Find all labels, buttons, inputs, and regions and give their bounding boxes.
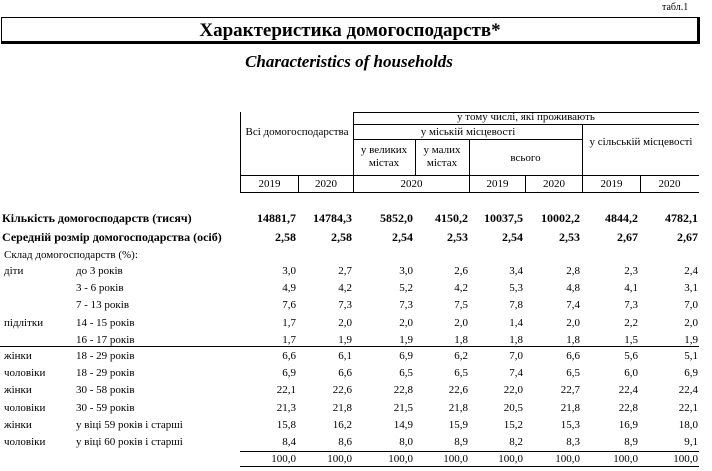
table-cell: 14,9	[393, 419, 413, 431]
table-cell: 5,2	[399, 282, 413, 294]
table-cell: 100,0	[555, 453, 580, 465]
header-all-households: Всі домогосподарства	[245, 126, 349, 138]
table-cell: 2,4	[684, 265, 698, 277]
page-subtitle: Characteristics of households	[245, 52, 453, 71]
table-cell: 1,9	[338, 334, 352, 346]
table-cell: 6,1	[338, 350, 352, 362]
table-cell: 21,3	[276, 402, 296, 414]
table-cell: 8,6	[338, 436, 352, 448]
header-large-cities: у великих містах	[360, 144, 408, 169]
table-cell: 22,6	[448, 384, 468, 396]
table-cell: 4,2	[338, 282, 352, 294]
table-cell: 100,0	[673, 453, 698, 465]
table-cell: 100,0	[498, 453, 523, 465]
table-cell: 6,2	[454, 350, 468, 362]
table-cell: 2,6	[454, 265, 468, 277]
table-cell: 4782,1	[665, 211, 698, 225]
table-cell: 6,9	[684, 367, 698, 379]
table-cell: 8,0	[399, 436, 413, 448]
header-urban: у міській місцевості	[420, 126, 516, 138]
table-cell: 7,4	[566, 299, 580, 311]
row-label: Середній розмір домогосподарства (осіб)	[2, 230, 222, 244]
table-cell: 1,7	[282, 317, 296, 329]
row-label: 18 - 29 років	[76, 350, 135, 362]
table-reference: табл.1	[662, 2, 689, 13]
table-cell: 6,5	[454, 367, 468, 379]
row-label: 30 - 59 років	[76, 402, 135, 414]
table-cell: 7,4	[509, 367, 523, 379]
table-cell: 7,6	[282, 299, 296, 311]
table-cell: 1,9	[684, 334, 698, 346]
table-cell: 2,2	[624, 317, 638, 329]
table-cell: 8,3	[566, 436, 580, 448]
table-cell: 1,4	[509, 317, 523, 329]
table-cell: 21,8	[332, 402, 352, 414]
table-cell: 22,1	[276, 384, 296, 396]
table-cell: 15,3	[560, 419, 580, 431]
table-cell: 21,5	[393, 402, 413, 414]
table-cell: 6,6	[282, 350, 296, 362]
year-header: 2020	[543, 178, 565, 190]
table-cell: 2,53	[447, 230, 468, 244]
row-label: Склад домогосподарств (%):	[4, 249, 138, 261]
table-cell: 4,8	[566, 282, 580, 294]
table-cell: 5,6	[624, 350, 638, 362]
table-cell: 1,8	[454, 334, 468, 346]
header-rural: у сільській місцевості	[589, 136, 693, 148]
header-small-cities: у малих містах	[423, 144, 461, 169]
table-cell: 1,8	[509, 334, 523, 346]
table-cell: 8,2	[509, 436, 523, 448]
row-label: Кількість домогосподарств (тисяч)	[2, 211, 192, 225]
page-title: Характеристика домогосподарств*	[199, 20, 501, 41]
table-cell: 22,4	[618, 384, 638, 396]
table-cell: 2,53	[559, 230, 580, 244]
year-header: 2019	[258, 178, 281, 190]
table-cell: 7,0	[509, 350, 523, 362]
row-divider	[240, 451, 699, 452]
row-group-label: чоловіки	[4, 367, 46, 379]
row-group-label: підлітки	[4, 317, 44, 329]
row-label: 7 - 13 років	[76, 299, 130, 311]
year-header: 2019	[486, 178, 509, 190]
table-cell: 16,2	[332, 419, 352, 431]
table-cell: 6,6	[566, 350, 580, 362]
row-group-label: чоловіки	[4, 436, 46, 448]
table-cell: 100,0	[613, 453, 638, 465]
row-label: у віці 60 років і старші	[76, 436, 183, 448]
table-cell: 6,9	[282, 367, 296, 379]
table-cell: 3,4	[509, 265, 523, 277]
table-cell: 2,0	[338, 317, 352, 329]
table-cell: 5852,0	[380, 211, 413, 225]
table-cell: 21,8	[448, 402, 468, 414]
row-label: 3 - 6 років	[76, 282, 124, 294]
table-cell: 22,6	[332, 384, 352, 396]
table-cell: 8,4	[282, 436, 296, 448]
row-divider	[0, 346, 699, 347]
table-cell: 1,7	[282, 334, 296, 346]
table-cell: 100,0	[443, 453, 468, 465]
table-cell: 2,58	[331, 230, 352, 244]
table-cell: 3,0	[399, 265, 413, 277]
table-cell: 7,5	[454, 299, 468, 311]
table-cell: 100,0	[271, 453, 296, 465]
table-cell: 7,3	[399, 299, 413, 311]
header-total: всього	[510, 152, 541, 164]
table-cell: 3,0	[282, 265, 296, 277]
table-cell: 4,9	[282, 282, 296, 294]
year-header: 2020	[658, 178, 681, 190]
header-including-living: у тому числі, які проживають	[457, 111, 595, 123]
table-cell: 4844,2	[605, 211, 638, 225]
row-group-label: жінки	[4, 350, 32, 362]
table-cell: 2,0	[684, 317, 698, 329]
table-cell: 6,9	[399, 350, 413, 362]
table-cell: 21,8	[560, 402, 580, 414]
row-label: 30 - 58 років	[76, 384, 135, 396]
title-box	[1, 17, 699, 44]
table-cell: 100,0	[327, 453, 352, 465]
table-cell: 6,0	[624, 367, 638, 379]
table-cell: 1,9	[399, 334, 413, 346]
table-cell: 22,8	[393, 384, 413, 396]
year-header: 2020	[400, 178, 423, 190]
row-label: 16 - 17 років	[76, 334, 135, 346]
table-cell: 2,58	[275, 230, 296, 244]
table-cell: 2,54	[502, 230, 523, 244]
row-divider	[240, 466, 699, 467]
table-cell: 20,5	[503, 402, 523, 414]
title-box-shadow	[697, 17, 700, 44]
table-cell: 6,6	[338, 367, 352, 379]
table-cell: 2,8	[566, 265, 580, 277]
table-cell: 15,2	[503, 419, 523, 431]
row-label: 18 - 29 років	[76, 367, 135, 379]
table-cell: 8,9	[624, 436, 638, 448]
table-cell: 10002,2	[541, 211, 580, 225]
row-label: у віці 59 років і старші	[76, 419, 183, 431]
table-cell: 7,3	[338, 299, 352, 311]
table-cell: 7,3	[624, 299, 638, 311]
table-cell: 5,1	[684, 350, 698, 362]
table-cell: 3,1	[684, 282, 698, 294]
table-cell: 1,5	[624, 334, 638, 346]
table-cell: 4,2	[454, 282, 468, 294]
table-cell: 22,7	[560, 384, 580, 396]
table-cell: 6,5	[566, 367, 580, 379]
table-cell: 4150,2	[435, 211, 468, 225]
table-cell: 15,9	[448, 419, 468, 431]
table-cell: 7,0	[684, 299, 698, 311]
table-cell: 2,67	[677, 230, 698, 244]
row-group-label: чоловіки	[4, 402, 46, 414]
row-group-label: діти	[4, 265, 24, 277]
table-cell: 5,3	[509, 282, 523, 294]
table-cell: 15,8	[276, 419, 296, 431]
table-cell: 16,9	[618, 419, 638, 431]
table-cell: 2,0	[566, 317, 580, 329]
table-cell: 14881,7	[257, 211, 296, 225]
table-cell: 2,0	[454, 317, 468, 329]
row-label: 14 - 15 років	[76, 317, 135, 329]
table-cell: 7,8	[509, 299, 523, 311]
row-group-label: жінки	[4, 419, 32, 431]
table-cell: 2,67	[617, 230, 638, 244]
table-cell: 8,9	[454, 436, 468, 448]
table-cell: 2,7	[338, 265, 352, 277]
table-cell: 14784,3	[313, 211, 352, 225]
year-header: 2020	[315, 178, 337, 190]
table-cell: 22,8	[618, 402, 638, 414]
table-cell: 2,0	[399, 317, 413, 329]
table-cell: 18,0	[678, 419, 698, 431]
table-cell: 2,3	[624, 265, 638, 277]
row-label: до 3 років	[76, 265, 123, 277]
table-cell: 2,54	[392, 230, 413, 244]
table-cell: 100,0	[388, 453, 413, 465]
row-group-label: жінки	[4, 384, 32, 396]
table-cell: 6,5	[399, 367, 413, 379]
table-cell: 10037,5	[484, 211, 523, 225]
table-cell: 1,8	[566, 334, 580, 346]
table-cell: 22,1	[678, 402, 698, 414]
table-cell: 9,1	[684, 436, 698, 448]
table-cell: 22,0	[503, 384, 523, 396]
table-cell: 4,1	[624, 282, 638, 294]
year-header: 2019	[600, 178, 623, 190]
table-cell: 22,4	[678, 384, 698, 396]
